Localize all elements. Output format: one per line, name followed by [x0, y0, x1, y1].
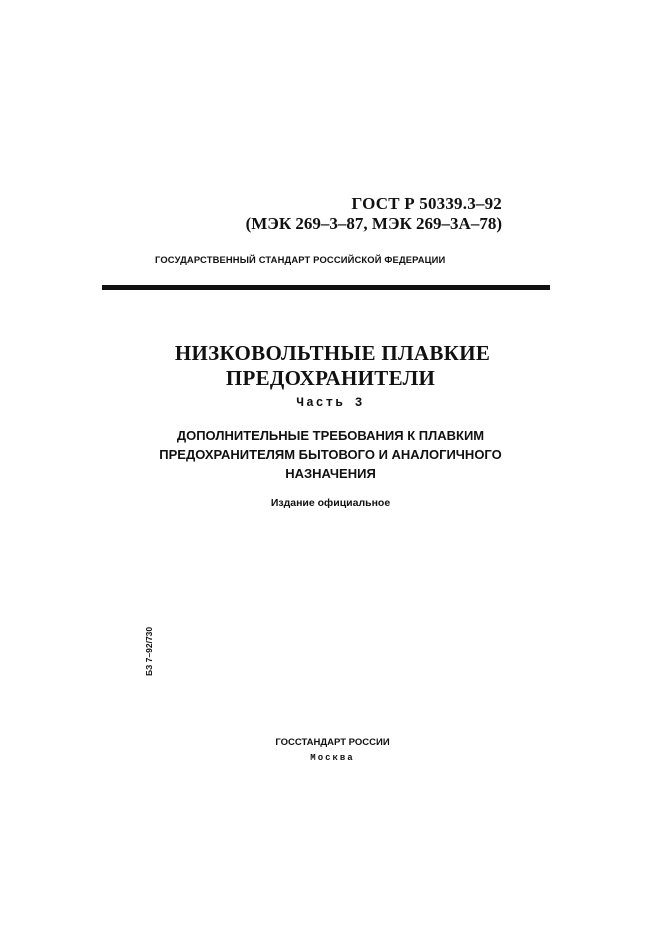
- subtitle-line-3: НАЗНАЧЕНИЯ: [285, 466, 376, 481]
- title-line-2: ПРЕДОХРАНИТЕЛИ: [225, 366, 436, 390]
- edition-label: Издание официальное: [270, 497, 391, 509]
- iec-reference: (МЭК 269–3–87, МЭК 269–3А–78): [245, 214, 502, 233]
- part-label: Часть 3: [296, 396, 365, 410]
- publisher: ГОССТАНДАРТ РОССИИ: [275, 737, 390, 748]
- gost-number: ГОСТ Р 50339.3–92: [351, 194, 502, 213]
- standard-type: ГОСУДАРСТВЕННЫЙ СТАНДАРТ РОССИЙСКОЙ ФЕДЕРАЦИИ: [155, 254, 446, 265]
- title-line-1: НИЗКОВОЛЬТНЫЕ ПЛАВКИЕ: [174, 341, 491, 365]
- subtitle-line-2: ПРЕДОХРАНИТЕЛЯМ БЫТОВОГО И АНАЛОГИЧНОГО: [159, 447, 502, 462]
- header-rule: [102, 285, 550, 290]
- publication-city: Москва: [310, 753, 355, 763]
- subtitle-line-1: ДОПОЛНИТЕЛЬНЫЕ ТРЕБОВАНИЯ К ПЛАВКИМ: [176, 428, 485, 443]
- side-code: БЗ 7–92/730: [144, 626, 154, 676]
